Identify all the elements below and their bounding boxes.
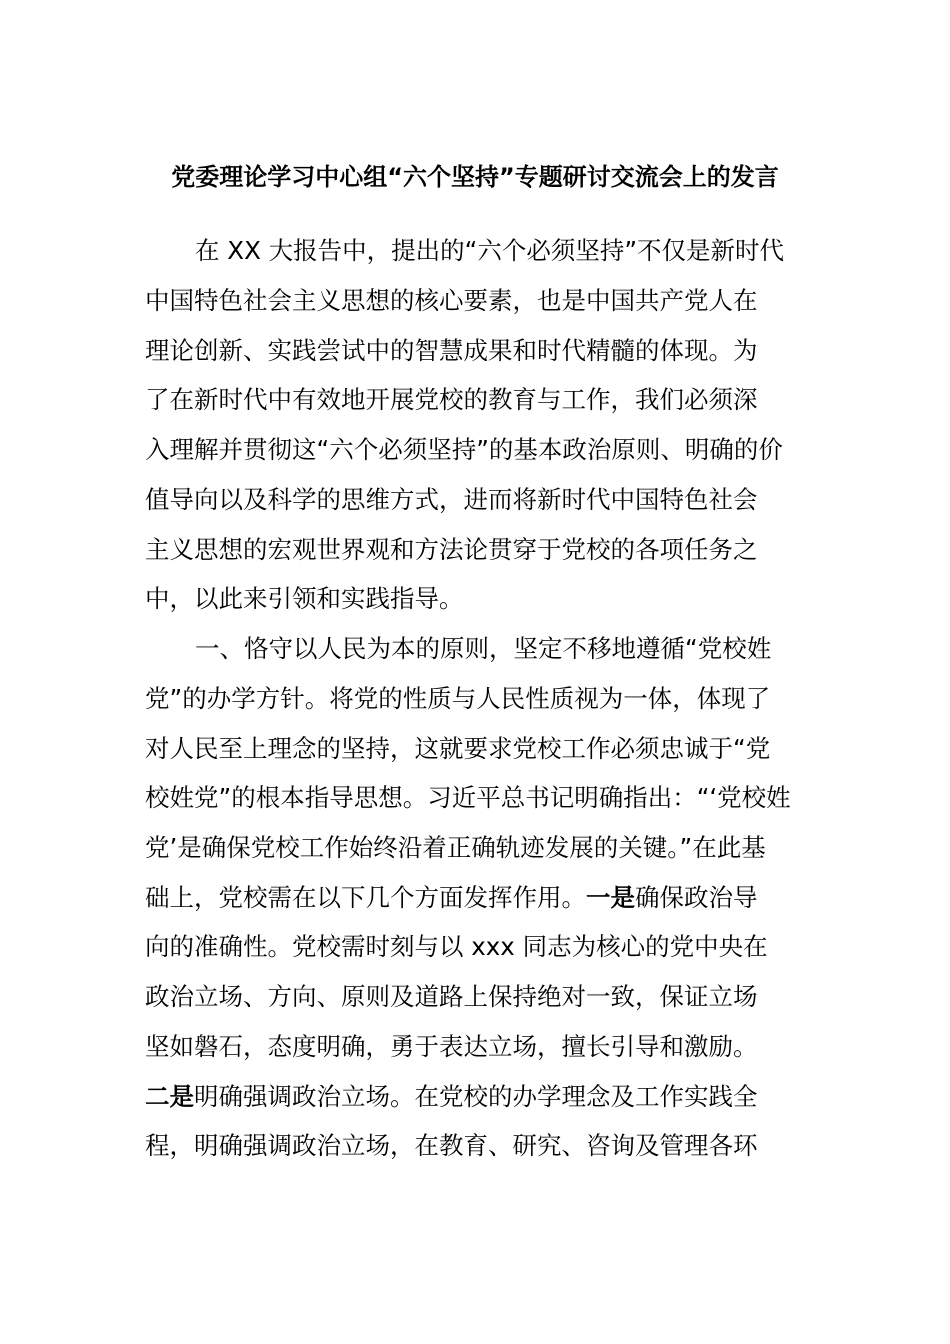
paragraph-line: 党”的办学方针。将党的性质与人民性质视为一体，体现了 — [145, 684, 771, 713]
paragraph-line: 坚如磐石，态度明确，勇于表达立场，擅长引导和激励。 — [145, 1032, 758, 1061]
document-title: 党委理论学习中心组“六个坚持”专题研讨交流会上的发言 — [171, 163, 779, 191]
paragraph-line: 校姓党”的根本指导思想。习近平总书记明确指出：“‘党校姓 — [145, 783, 791, 812]
paragraph-line: 政治立场、方向、原则及道路上保持绝对一致，保证立场 — [145, 982, 758, 1011]
paragraph-line: 值导向以及科学的思维方式，进而将新时代中国特色社会 — [145, 485, 758, 514]
paragraph-line: 理论创新、实践尝试中的智慧成果和时代精髓的体现。为 — [145, 336, 758, 365]
paragraph-line: 中，以此来引领和实践指导。 — [145, 584, 464, 613]
paragraph-line: 一、恪守以人民为本的原则，坚定不移地遵循“党校姓 — [195, 634, 772, 663]
paragraph-line: 向的准确性。党校需时刻与以 xxx 同志为核心的党中央在 — [145, 932, 768, 961]
paragraph-line: 对人民至上理念的坚持，这就要求党校工作必须忠诚于“党 — [145, 734, 771, 763]
emphasis-label: 二是 — [145, 1082, 194, 1111]
line-text: 明确强调政治立场。在党校的办学理念及工作实践全 — [194, 1082, 758, 1111]
paragraph-line — [145, 873, 758, 923]
paragraph-line: 主义思想的宏观世界观和方法论贯穿于党校的各项任务之 — [145, 535, 758, 564]
paragraph-line — [145, 1072, 758, 1122]
paragraph-line: 在 XX 大报告中，提出的“六个必须坚持”不仅是新时代 — [195, 236, 785, 265]
paragraph-line: 中国特色社会主义思想的核心要素，也是中国共产党人在 — [145, 286, 758, 315]
paragraph-line: 程，明确强调政治立场，在教育、研究、咨询及管理各环 — [145, 1131, 758, 1160]
paragraph-line: 入理解并贯彻这“六个必须坚持”的基本政治原则、明确的价 — [145, 435, 783, 464]
emphasis-label: 一是 — [586, 883, 635, 912]
line-text: 础上，党校需在以下几个方面发挥作用。 — [145, 883, 586, 912]
line-text: 确保政治导 — [635, 883, 758, 912]
paragraph-line: 党’是确保党校工作始终沿着正确轨迹发展的关键。”在此基 — [145, 833, 766, 862]
paragraph-line: 了在新时代中有效地开展党校的教育与工作，我们必须深 — [145, 385, 758, 414]
